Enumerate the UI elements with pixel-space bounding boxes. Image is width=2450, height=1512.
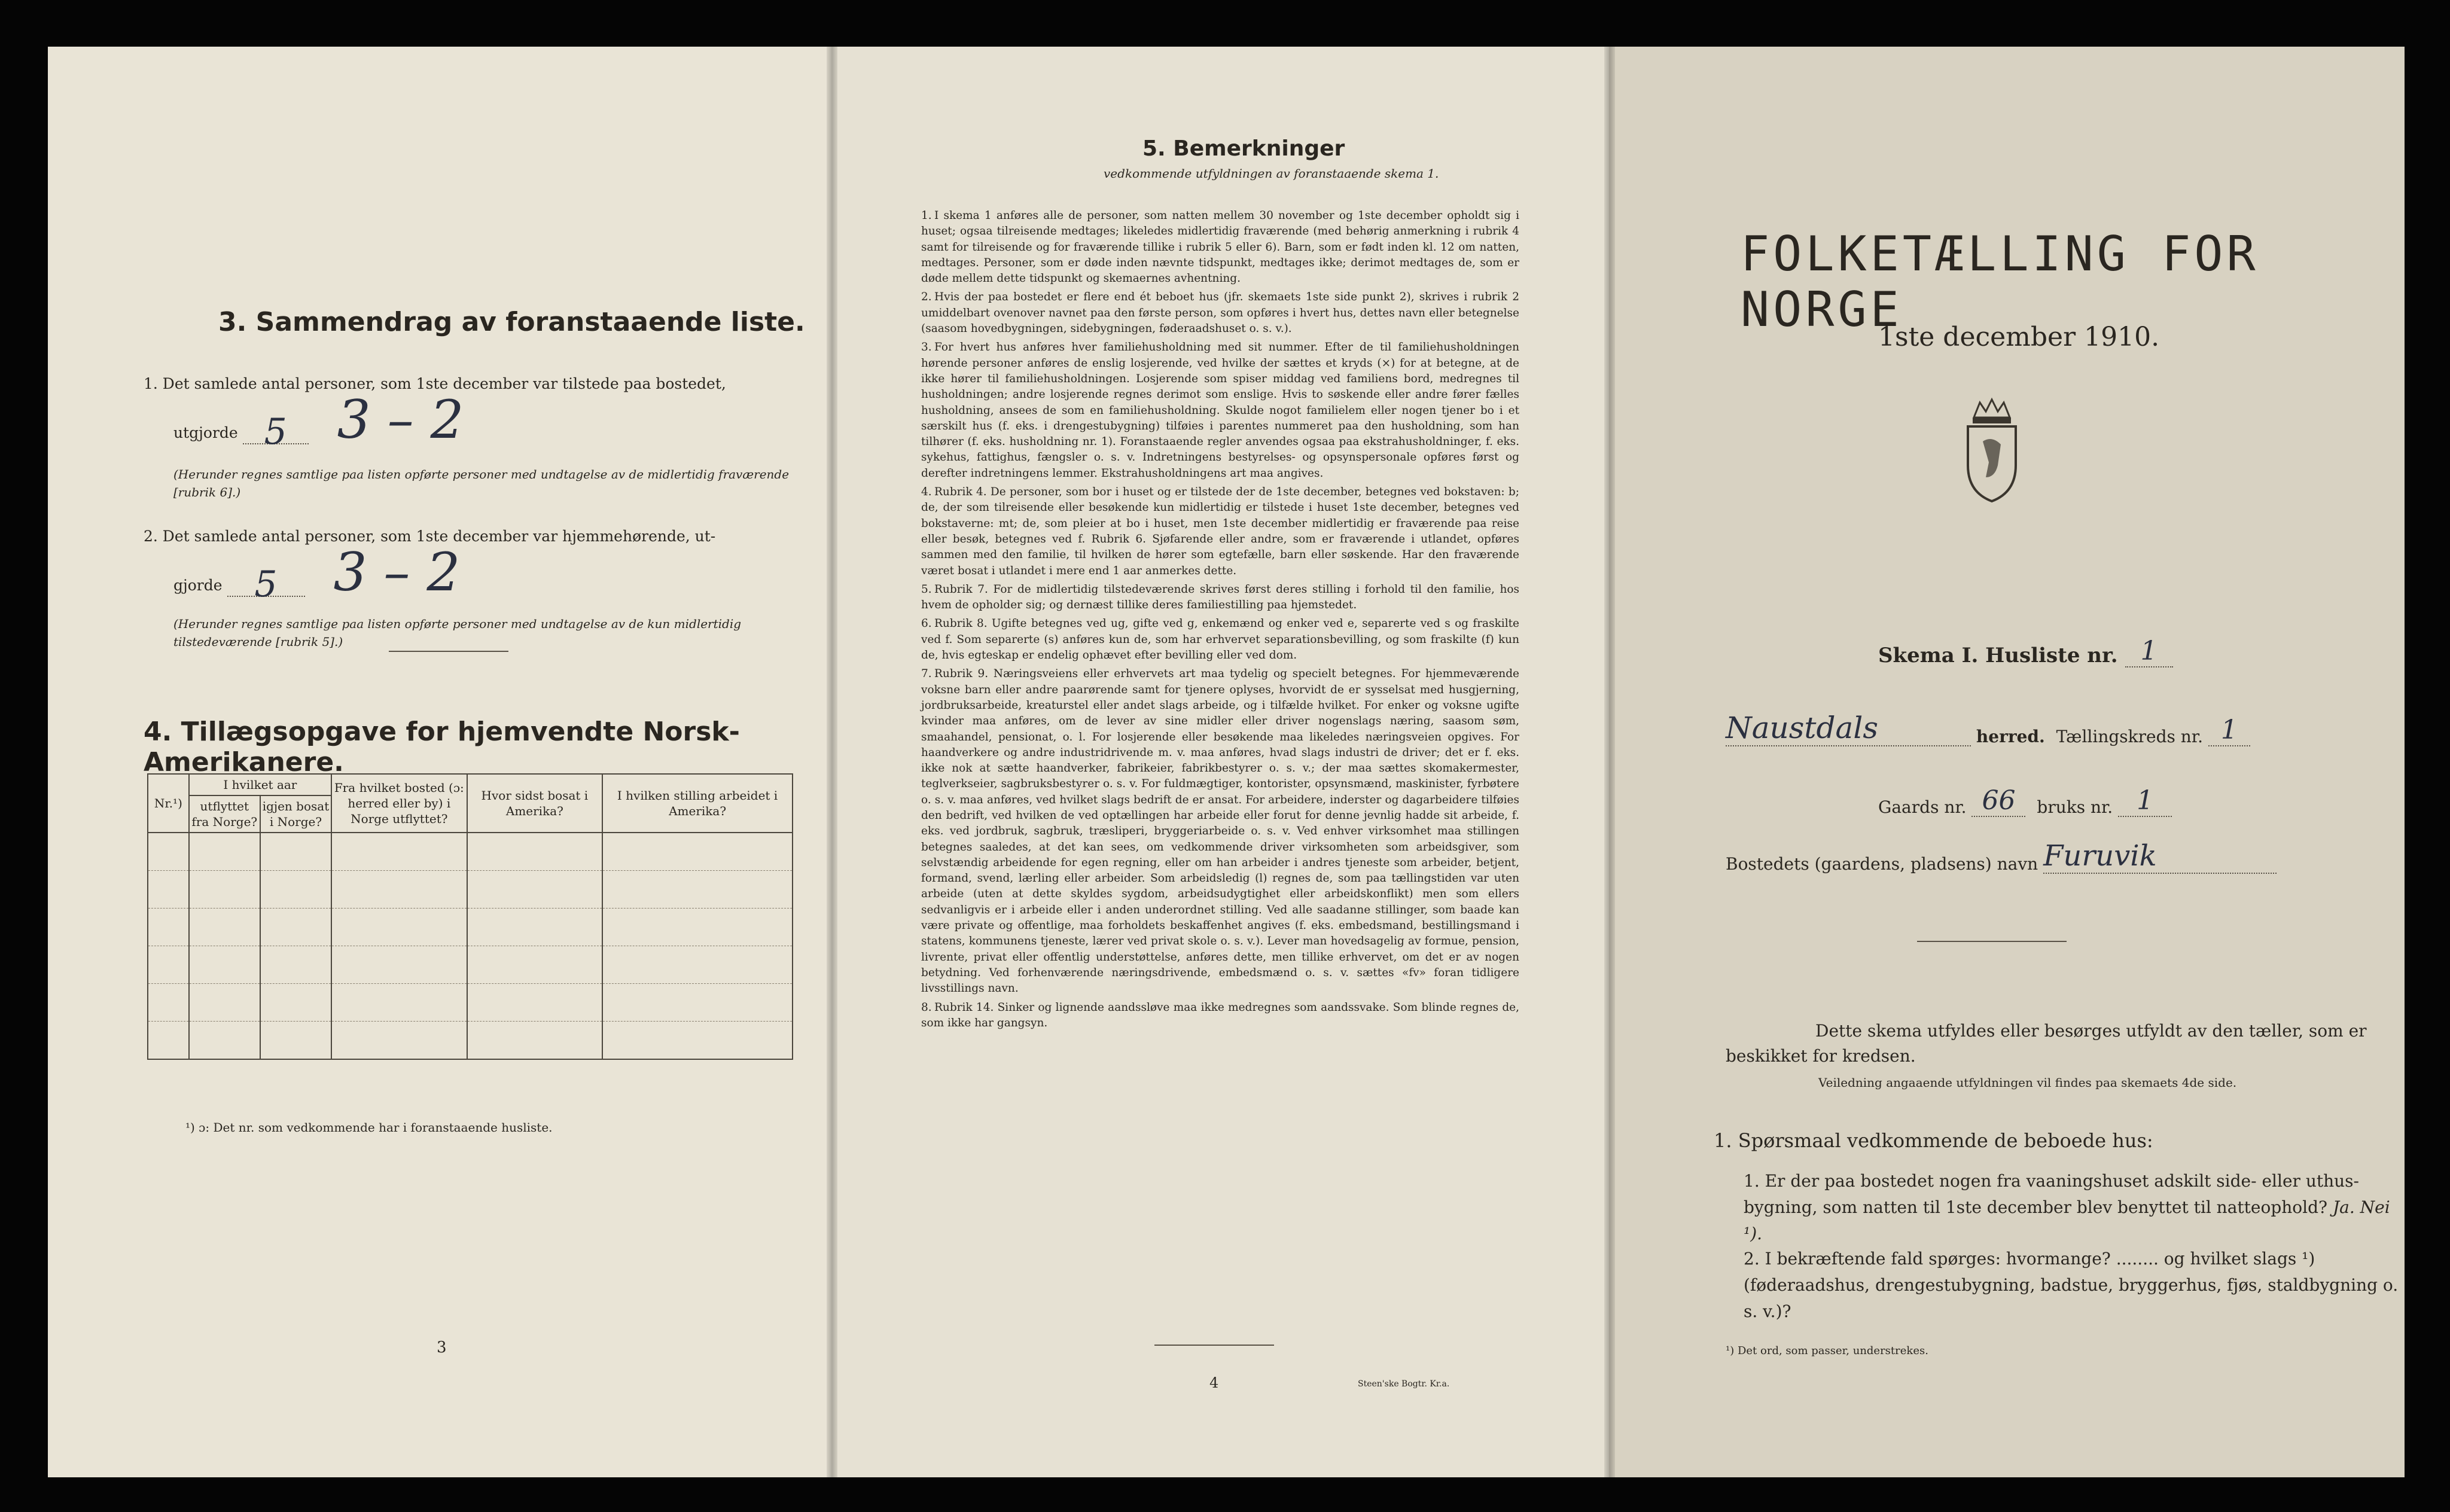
table-row	[148, 909, 793, 946]
remark-text: Hvis der paa bostedet er flere end ét beboet hus (jfr. skemaets 1ste side punkt 2), skrives i rubrik 2 umiddelbart ovenover navnet paa den første person, som opføres i hvert hus, dettes navn eller betegnelse (saasom hovedbygningen, sidebygningen, føderaadshuset o. s. v.).	[921, 291, 1519, 336]
question-1-answer: Ja. Nei ¹).	[1744, 1197, 2390, 1243]
remark-number: 5.	[921, 583, 932, 596]
bruks-label: bruks nr.	[2037, 797, 2113, 817]
instruction-small: Veiledning angaaende utfyldningen vil findes paa skemaets 4de side.	[1818, 1075, 2237, 1090]
remark-number: 6.	[921, 617, 932, 630]
remarks-subtitle: vedkommende utfyldningen av foranstaaende skema 1.	[1104, 166, 1439, 181]
col-hvor: Hvor sidst bosat i Amerika?	[467, 774, 603, 833]
remark-text: For hvert hus anføres hver familiehusholdning med sit nummer. Efter de til familiehusholdningen hørende personer anføres de enslig losjerende, ved hvilke der sættes et kryds (×) for at betegne, at de ikke hører til familiehusholdningen. Losjerende som spiser middag ved familiens bord, medregnes til husholdningen; andre losjerende regnes derimot som enslige. Hvis to søskende eller andre fører fælles husholdning, ansees de som en familiehusholdning. Skulde nogot familielem eller nogen tjener bo i et særskilt hus (f. eks. i drengestubygning) tilføies i parentes nummeret paa den husholdning, som han tilhører (f. eks. husholdning nr. 1). Foranstaaende regler anvendes ogsaa paa ekstrahusholdninger, f. eks. sykehus, fattighus, fængsler o. s. v. Indretningens bestyrelses- og opsynspersonale opføres først og derefter indretningens lemmer. Ekstrahusholdningens art maa angives.	[921, 341, 1519, 480]
item2-text: 2. Det samlede antal personer, som 1ste december var hjemmehørende, ut-	[144, 528, 716, 545]
col-utflyttet: utflyttet fra Norge?	[189, 795, 260, 833]
page-fold	[827, 47, 837, 1477]
page-left	[48, 47, 831, 1477]
remark-text: Rubrik 9. Næringsveiens eller erhvervets art maa tydelig og specielt betegnes. For hjemmeværende voksne barn eller andre paarørende samt for tjenere oplyses, hvorvidt de er sysselsat med husgjerning, jordbruksarbeide, kreaturstel eller andet slags arbeide, og i tilfælde hvilket. For enker og voksne ugifte kvinder maa anføres, om de lever av sine midler eller driver nogenslags næring, saasom søm, smaahandel, pensionat, o. l. For losjerende eller besøkende maa likeledes næringsveien opgives. For haandverkere og andre industridrivende m. v. maa anføres, hvad slags industri de driver; det er f. eks. ikke nok at sætte haandverker, fabrikeier, fabrikbestyrer o. s. v.; der maa sættes skomakermester, teglverkseier, sagbruksbestyrer o. s. v. For fuldmægtiger, kontorister, opsynsmænd, maskinister, fyrbøtere o. s. v. maa anføres, ved hvilket slags bedrift de er ansat. For arbeidere, inderster og dagarbeidere tilføies den bedrift, ved hvilken de ved optællingen har arbeide eller forut for denne jevnlig hadde sit arbeide, f. eks. ved jordbruk, sagbruk, træsliperi, bryggeriarbeide o. s. v. Ved enhver virksomhet maa stillingen betegnes saaledes, at det kan sees, om vedkommende driver virksomheten som arbeidsgiver, som selvstændig arbeidende for egen regning, eller om han arbeider i andres tjeneste som arbeider, betjent, formand, svend, lærling eller arbeider. Som arbeidsledig (l) regnes de, som paa tællingstiden var uten arbeide (uten at dette skyldes sygdom, arbeidsudygtighet eller arbeidskonflikt) men som ellers sedvanligvis er i arbeide eller i anden underordnet stilling. Ved alle saadanne stillinger, som baade kan være private og offentlige, maa forholdets beskaffenhet angives (f. eks. embedsmand, bestillingsmand i statens, kommunens tjeneste, lærer ved privat skole o. s. v.). Lever man hovedsagelig av formue, pension, livrente, privat eller offentlig understøttelse, anføres dette, men tillike erhvervet, om det er av nogen betydning. Ved forhenværende næringsdrivende, embedsmænd o. s. v. sættes «fv» foran tidligere livsstillings navn.	[921, 667, 1519, 995]
item2-note: (Herunder regnes samtlige paa listen opførte personer med undtagelse av de kun midlertidig tilstedeværende [rubrik 5].)	[173, 617, 742, 649]
item1-note: (Herunder regnes samtlige paa listen opførte personer med undtagelse av de midlertidig fraværende [rubrik 6].)	[173, 467, 790, 499]
questions-title: 1. Spørsmaal vedkommende de beboede hus:	[1714, 1129, 2153, 1152]
section3-title: 3. Sammendrag av foranstaaende liste.	[218, 307, 805, 337]
husliste-nr: 1	[2125, 636, 2173, 667]
question-2: 2. I bekræftende fald spørges: hvormange? ........ og hvilket slags ¹) (føderaadshus, drengestubygning, badstue, bryggerhus, fjøs, staldbygning o. s. v.)?	[1744, 1249, 2399, 1321]
table-row	[148, 1022, 793, 1060]
remark-item	[921, 484, 1519, 579]
item2-row	[173, 541, 772, 605]
coat-of-arms-icon	[1950, 394, 2034, 507]
col-fra: Fra hvilket bosted (ɔ: herred eller by) i Norge utflyttet?	[331, 774, 467, 833]
page-fold	[1604, 47, 1615, 1477]
gaards-value: 66	[1971, 785, 2025, 817]
page-number: 4	[1209, 1374, 1219, 1391]
remark-text: Rubrik 8. Ugifte betegnes ved ug, gifte ved g, enkemænd og enker ved e, separerte ved s og fraskilte ved f. Som separerte (s) anføres kun de, som har erhvervet separationsbevilling, og som fraskilte (f) kun de, hvis egteskap er endelig ophævet efter bevilling eller ved dom.	[921, 617, 1519, 662]
gaards-label: Gaards nr.	[1878, 797, 1967, 817]
bosted-row	[1726, 839, 2277, 874]
remark-item	[921, 666, 1519, 996]
herred-row	[1726, 711, 2390, 746]
norsk-amerikanere-table	[147, 773, 793, 1060]
col-group: I hvilket aar	[189, 774, 331, 795]
item2-hand: 3 – 2	[333, 541, 461, 603]
table-row	[148, 871, 793, 909]
page-middle	[831, 47, 1609, 1477]
remark-number: 1.	[921, 209, 932, 222]
right-footnote: ¹) Det ord, som passer, understrekes.	[1726, 1345, 1928, 1357]
kreds-label: Tællingskreds nr.	[2056, 727, 2204, 746]
table-footnote: ¹) ɔ: Det nr. som vedkommende har i foranstaaende husliste.	[185, 1120, 553, 1135]
item1-row	[173, 389, 772, 453]
item1-hand: 3 – 2	[337, 389, 464, 450]
item1-text: 1. Det samlede antal personer, som 1ste december var tilstede paa bostedet,	[144, 375, 726, 392]
item2-prefix: gjorde	[173, 577, 223, 594]
census-date: 1ste december 1910.	[1878, 322, 2160, 352]
item2-value: 5	[227, 573, 305, 597]
remark-number: 8.	[921, 1001, 932, 1014]
item1-value: 5	[243, 420, 309, 444]
col-nr: Nr.¹)	[148, 774, 189, 833]
remark-number: 7.	[921, 667, 932, 681]
gaards-row	[1878, 785, 2172, 817]
schema-row	[1878, 636, 2173, 667]
herred-label: herred.	[1976, 727, 2045, 746]
remark-item	[921, 582, 1519, 614]
instruction: Dette skema utfyldes eller besørges utfyldt av den tæller, som er beskikket for kredsen.	[1726, 1021, 2367, 1066]
herred-value: Naustdals	[1726, 711, 1971, 746]
remarks-title: 5. Bemerkninger	[1142, 136, 1345, 161]
remark-text: Rubrik 7. For de midlertidig tilstedeværende skrives først deres stilling i forhold til den familie, hos hvem de opholder sig; og dernæst tillike deres familiestilling paa hjemstedet.	[921, 583, 1519, 612]
remark-item	[921, 208, 1519, 286]
census-title: FOLKETÆLLING FOR NORGE	[1741, 226, 2259, 337]
kreds-value: 1	[2208, 715, 2250, 746]
remark-item	[921, 289, 1519, 337]
table-row	[148, 946, 793, 984]
section4-title: 4. Tillægsopgave for hjemvendte Norsk-Amerikanere.	[144, 717, 740, 778]
item1-prefix: utgjorde	[173, 424, 238, 441]
remark-item	[921, 1000, 1519, 1032]
schema-label: Skema I. Husliste nr.	[1878, 644, 2118, 667]
remark-number: 4.	[921, 486, 932, 499]
remark-item	[921, 340, 1519, 481]
remark-text: Rubrik 4. De personer, som bor i huset og er tilstede der de 1ste december, betegnes ved bokstaven: b; de, der som tilreisende eller besøkende kun midlertidig er tilstede i huset 1ste december, betegnes ved bokstaverne: mt; de, som pleier at bo i huset, men 1ste december midlertidig er fraværende paa reise eller besøk, betegnes ved f. Rubrik 6. Sjøfarende eller andre, som er fraværende i utlandet, opføres sammen med den familie, til hvilken de hører som egtefælle, barn eller søskende. Har den fraværende været bosat i utlandet i mere end 1 aar anmerkes dette.	[921, 486, 1519, 577]
bosted-label: Bostedets (gaardens, pladsens) navn	[1726, 854, 2038, 874]
remark-text: I skema 1 anføres alle de personer, som natten mellem 30 november og 1ste december opholdt sig i huset; ogsaa tilreisende medtages; likeledes midlertidig fraværende (med behørig anmerkning i rubrik 4 samt for tilreisende og for fraværende tillike i rubrik 5 eller 6). Barn, som er født inden kl. 12 om natten, medtages. Personer, som er døde inden nævnte tidspunkt, medtages ikke; derimot medtages de, som er døde mellem dette tidspunkt og skemaernes avhentning.	[921, 209, 1519, 285]
remarks-list	[921, 208, 1519, 1034]
divider	[389, 651, 508, 652]
divider	[1154, 1345, 1274, 1346]
divider	[1917, 941, 2067, 942]
page-right	[1609, 47, 2405, 1477]
table-row	[148, 984, 793, 1022]
bruks-value: 1	[2118, 785, 2172, 817]
table-row	[148, 833, 793, 871]
remark-text: Rubrik 14. Sinker og lignende aandssløve maa ikke medregnes som aandssvake. Som blinde regnes de, som ikke har gangsyn.	[921, 1001, 1519, 1029]
remark-number: 3.	[921, 341, 932, 354]
col-stilling: I hvilken stilling arbeidet i Amerika?	[602, 774, 793, 833]
question-1-text: 1. Er der paa bostedet nogen fra vaaningshuset adskilt side- eller uthus-bygning, som natten til 1ste december blev benyttet til natteophold?	[1744, 1171, 2359, 1217]
remark-number: 2.	[921, 291, 932, 304]
page-number: 3	[437, 1339, 447, 1356]
remark-item	[921, 616, 1519, 663]
col-igjen: igjen bosat i Norge?	[260, 795, 331, 833]
question-1	[1744, 1168, 2402, 1247]
bosted-value: Furuvik	[2043, 839, 2277, 874]
printer-mark: Steen'ske Bogtr. Kr.a.	[1358, 1379, 1450, 1389]
